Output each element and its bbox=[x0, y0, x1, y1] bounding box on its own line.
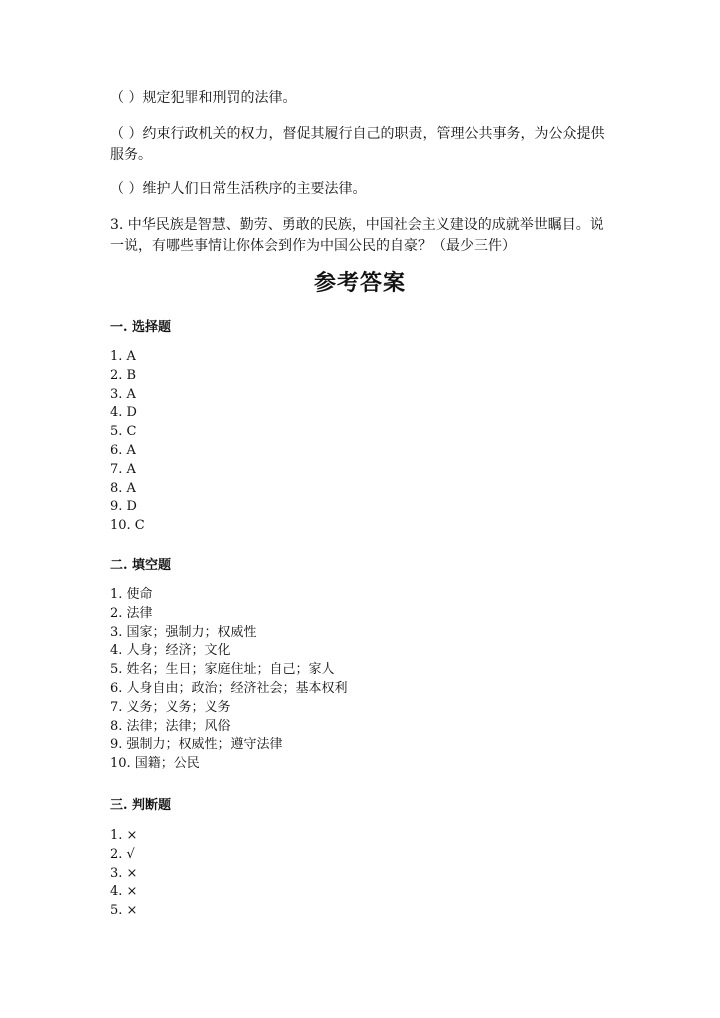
list-item: 5. C bbox=[110, 424, 137, 440]
list-item: 7. 义务；义务；义务 bbox=[110, 699, 231, 715]
list-item: 6. 人身自由；政治；经济社会；基本权利 bbox=[110, 680, 348, 696]
list-item: 1. A bbox=[110, 349, 136, 364]
list-item: 2. 法律 bbox=[110, 605, 153, 621]
list-item: 8. 法律；法律；风俗 bbox=[110, 718, 231, 734]
list-item: 10. C bbox=[110, 518, 145, 534]
list-item: 2. √ bbox=[110, 846, 135, 862]
fill-in-answers-list bbox=[110, 586, 348, 774]
list-item: 3. 国家；强制力；权威性 bbox=[110, 624, 257, 640]
list-item: 5. 姓名；生日；家庭住址；自己；家人 bbox=[110, 662, 335, 678]
list-item: 3. A bbox=[110, 386, 136, 402]
list-item: 7. A bbox=[110, 461, 136, 477]
list-item: 4. D bbox=[110, 405, 137, 421]
question-3: 3. 中华民族是智慧、勤劳、勇敢的民族，中国社会主义建设的成就举世瞩目。说一说，有哪些事情让你体会到作为中国公民的自豪？（最少三件） bbox=[110, 217, 604, 254]
list-item: 2. B bbox=[110, 367, 137, 383]
question-criminal-law: （ ）规定犯罪和刑罚的法律。 bbox=[110, 90, 297, 106]
answers-title: 参考答案 bbox=[313, 270, 406, 296]
list-item: 5. × bbox=[110, 903, 138, 919]
list-item: 4. × bbox=[110, 884, 138, 900]
list-item: 9. D bbox=[110, 499, 137, 515]
true-false-answers-list bbox=[110, 827, 137, 921]
question-administrative-law: （ ）约束行政机关的权力，督促其履行自己的职责，管理公共事务，为公众提供服务。 bbox=[110, 126, 605, 163]
list-item: 9. 强制力；权威性；遵守法律 bbox=[110, 737, 283, 753]
list-item: 10. 国籍；公民 bbox=[110, 756, 200, 772]
list-item: 1. 使命 bbox=[110, 587, 153, 602]
list-item: 6. A bbox=[110, 442, 136, 458]
list-item: 4. 人身；经济；文化 bbox=[110, 643, 231, 659]
list-item: 3. × bbox=[110, 865, 138, 881]
section-heading-true-false: 三. 判断题 bbox=[110, 798, 172, 813]
question-civil-law: （ ）维护人们日常生活秩序的主要法律。 bbox=[110, 181, 367, 197]
section-heading-choice: 一. 选择题 bbox=[110, 320, 172, 335]
list-item: 8. A bbox=[110, 480, 136, 496]
list-item: 1. × bbox=[110, 828, 138, 843]
choice-answers-list bbox=[110, 348, 145, 536]
section-heading-fill-in: 二. 填空题 bbox=[110, 558, 172, 573]
